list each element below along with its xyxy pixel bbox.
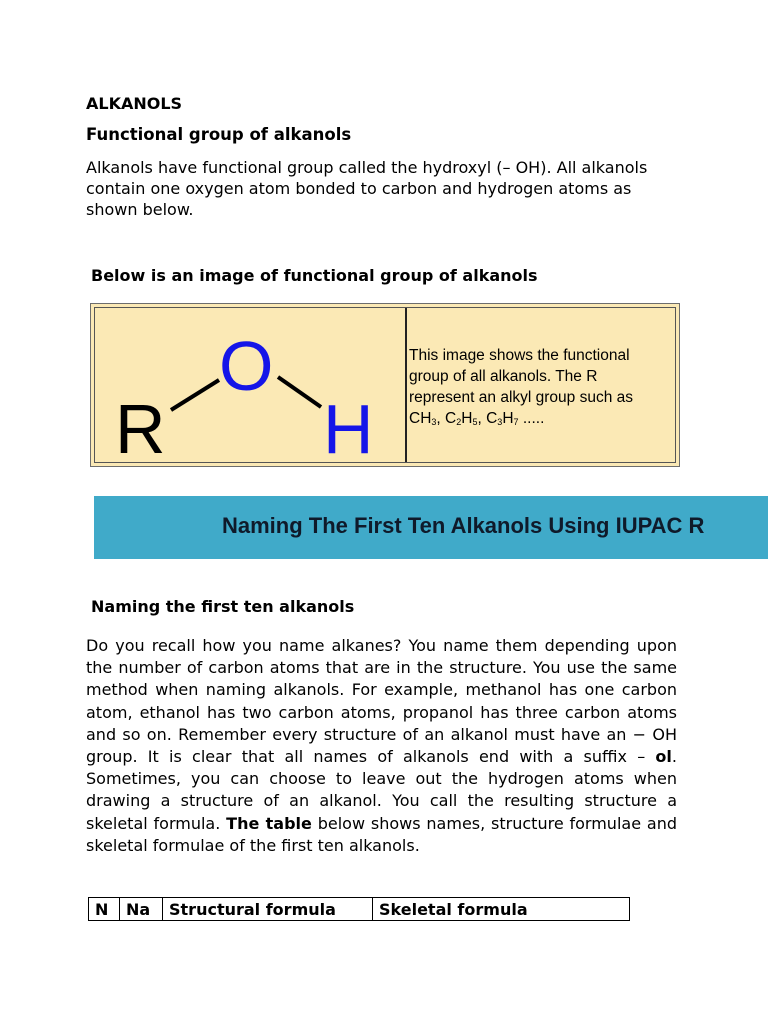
o-h-bond [278,377,321,407]
banner-title: Naming The First Ten Alkanols Using IUPAC R [222,513,705,538]
figure-caption [409,345,677,433]
caption-line: This image shows the functional [409,347,630,364]
figure-divider [405,308,407,462]
table-header-row [89,898,630,921]
header-cell-name: Na [120,898,163,921]
r-group-label: R [115,390,166,464]
alkanols-table [88,897,630,921]
suffix-text: ol [655,747,672,767]
naming-heading: Naming the first ten alkanols [91,597,355,616]
header-cell-n: N [89,898,120,921]
image-heading: Below is an image of functional group of alkanols [91,266,538,285]
r-o-bond [171,380,219,410]
header-cell-skeletal: Skeletal formula [373,898,630,921]
naming-paragraph: Do you recall how you name alkanes? You name them depending upon the number of carbon atoms that are in the structure. You use the same method when naming alkanols. For example, methanol has one carbon atom, ethanol has two carbon atoms, propanol has three carbon atoms and so on. Remember every structure of an alkanol must have an − OH group. It is clear that all names of alkanols end with a suffix – ol. Sometimes, you can choose to leave out the hydrogen atoms when drawing a structure of an alkanol. You call the resulting structure a skeletal formula. The table below shows names, structure formulae and skeletal formulae of the first ten alkanols. [86,636,677,855]
functional-group-figure [90,303,680,467]
caption-line: group of all alkanols. The R [409,368,598,385]
oxygen-atom-label: O [219,327,274,405]
table-reference: The table [226,813,312,833]
caption-formula-line: $CH_3$, $C_2H_5$, $C_3H_7$ ..... [409,410,545,427]
header-cell-structural: Structural formula [163,898,373,921]
section-heading: Functional group of alkanols [86,125,352,144]
hydrogen-atom-label: H [323,390,374,464]
hydroxyl-structure-diagram [95,308,405,464]
page-heading: ALKANOLS [86,94,183,113]
intro-paragraph: Alkanols have functional group called the hydroxyl (– OH). All alkanols contain one oxygen atom bonded to carbon and hydrogen atoms as shown below. [86,158,648,219]
figure-frame [94,307,676,463]
caption-line: represent an alkyl group such as [409,389,634,406]
section-banner [94,496,768,559]
